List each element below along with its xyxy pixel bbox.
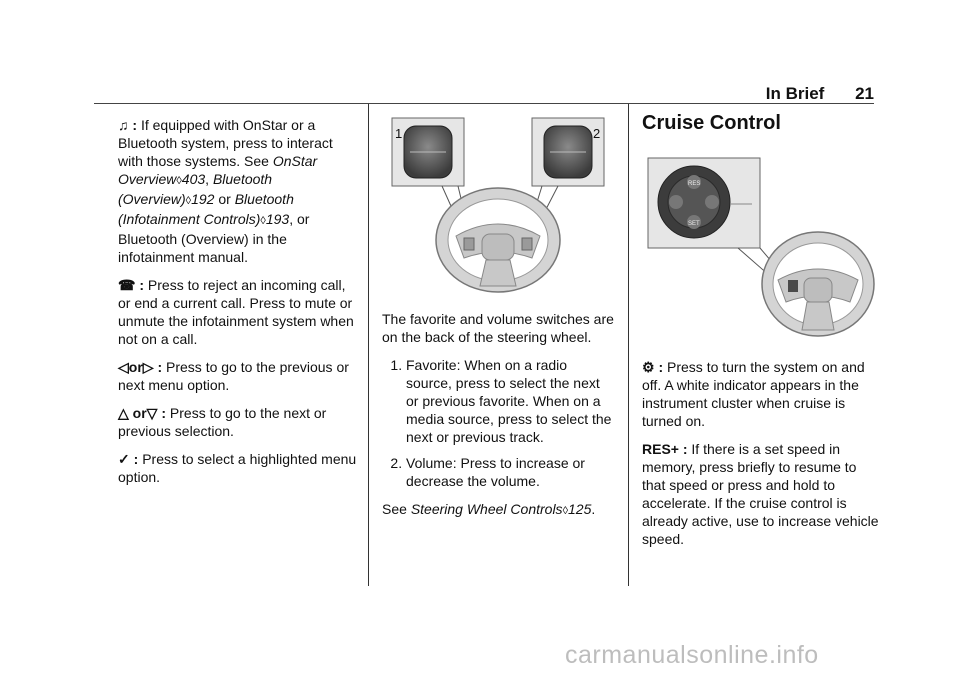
onstar-paragraph — [118, 116, 358, 266]
ref-steering-wheel-controls[interactable]: Steering Wheel Controls — [410, 501, 563, 517]
cruise-onoff-paragraph — [642, 358, 880, 430]
column-divider-1 — [368, 104, 369, 586]
or-text: or — [218, 191, 231, 207]
header-rule — [94, 103, 874, 104]
menu-option-paragraph — [118, 358, 358, 394]
or-text: or — [128, 359, 143, 375]
text: Press to select a highlighted menu option. — [118, 451, 357, 485]
column-1 — [118, 116, 358, 496]
separator: : — [682, 441, 688, 457]
list-item: 1. Favorite: When on a radio source, press to select the next or previous favorite. When on a media source, press to select the next or previous track. — [406, 356, 616, 446]
res-paragraph — [642, 440, 880, 548]
res-plus-label: RES+ — [642, 441, 679, 457]
callout-2: 2 — [593, 126, 601, 141]
see-text: See — [382, 501, 407, 517]
up-arrow-icon: △ — [118, 405, 129, 421]
separator: : — [132, 117, 138, 133]
ref-page[interactable]: 403 — [181, 171, 206, 187]
right-arrow-icon: ▷ — [142, 359, 154, 375]
phone-music-icon: ♫ — [118, 117, 129, 133]
cruise-control-figure — [642, 154, 878, 344]
xref-arrow-icon: ◊ — [185, 195, 192, 207]
xref-arrow-icon: ◊ — [562, 505, 568, 517]
checkmark-icon: ✓ — [118, 451, 130, 467]
page-header — [766, 84, 874, 104]
ref-bluetooth-controls[interactable]: Bluetooth (Infotainment Controls) — [118, 191, 294, 227]
see-paragraph — [382, 500, 616, 520]
text: If there is a set speed in memory, press briefly to resume to that speed or press and hold to accelerate. If the cruise control is already active, use to increase vehicle speed. — [642, 441, 879, 547]
watermark: carmanualsonline.info — [565, 641, 819, 669]
xref-arrow-icon: ◊ — [176, 175, 182, 187]
page-number: 21 — [855, 84, 874, 103]
section-heading: Cruise Control — [642, 112, 781, 134]
cruise-icon: ⚙ — [642, 359, 655, 375]
text: Press to go to the previous or next menu option. — [118, 359, 349, 393]
separator: : — [658, 359, 664, 375]
text: Press to reject an incoming call, or end a current call. Press to mute or unmute the infotainment system when not on a call. — [118, 277, 354, 347]
steering-wheel-back-figure — [382, 116, 614, 296]
selection-paragraph — [118, 404, 358, 440]
xref-arrow-icon: ◊ — [260, 215, 266, 227]
intro-paragraph: The favorite and volume switches are on the back of the steering wheel. — [382, 311, 614, 345]
separator: : — [157, 359, 163, 375]
callout-1: 1 — [395, 126, 403, 141]
end-call-paragraph — [118, 276, 358, 348]
text: Press to turn the system on and off. A white indicator appears in the instrument cluster when cruise is turned on. — [642, 359, 865, 429]
select-paragraph — [118, 450, 358, 486]
separator: : — [161, 405, 167, 421]
set-label: SET — [688, 221, 700, 227]
ref-page[interactable]: 125 — [568, 501, 592, 517]
separator: : — [133, 451, 139, 467]
text: If equipped with OnStar or a Bluetooth system, press to interact with those systems. See — [118, 117, 333, 169]
ref-onstar-overview[interactable]: OnStar Overview — [118, 153, 318, 187]
end-call-icon: ☎ — [118, 277, 136, 293]
res-label: RES — [688, 181, 701, 187]
ref-bluetooth-overview[interactable]: Bluetooth (Overview) — [118, 171, 273, 207]
period: . — [591, 501, 596, 517]
down-arrow-icon: ▽ — [146, 405, 158, 421]
switch-list — [382, 356, 616, 490]
separator: : — [139, 277, 145, 293]
column-divider-2 — [628, 104, 629, 586]
list-item: 2. Volume: Press to increase or decrease the volume. — [406, 454, 616, 490]
text: Press to go to the next or previous selection. — [118, 405, 327, 439]
column-3 — [642, 108, 880, 558]
comma: , — [289, 211, 294, 227]
ref-page[interactable]: 193 — [265, 211, 290, 227]
ref-page[interactable]: 192 — [191, 191, 215, 207]
text: or Bluetooth (Overview) in the infotainment manual. — [118, 211, 310, 265]
section-title: In Brief — [765, 84, 825, 103]
column-2 — [382, 116, 616, 530]
comma: , — [205, 171, 210, 187]
left-arrow-icon: ◁ — [118, 359, 129, 375]
or-text: or — [132, 405, 147, 421]
